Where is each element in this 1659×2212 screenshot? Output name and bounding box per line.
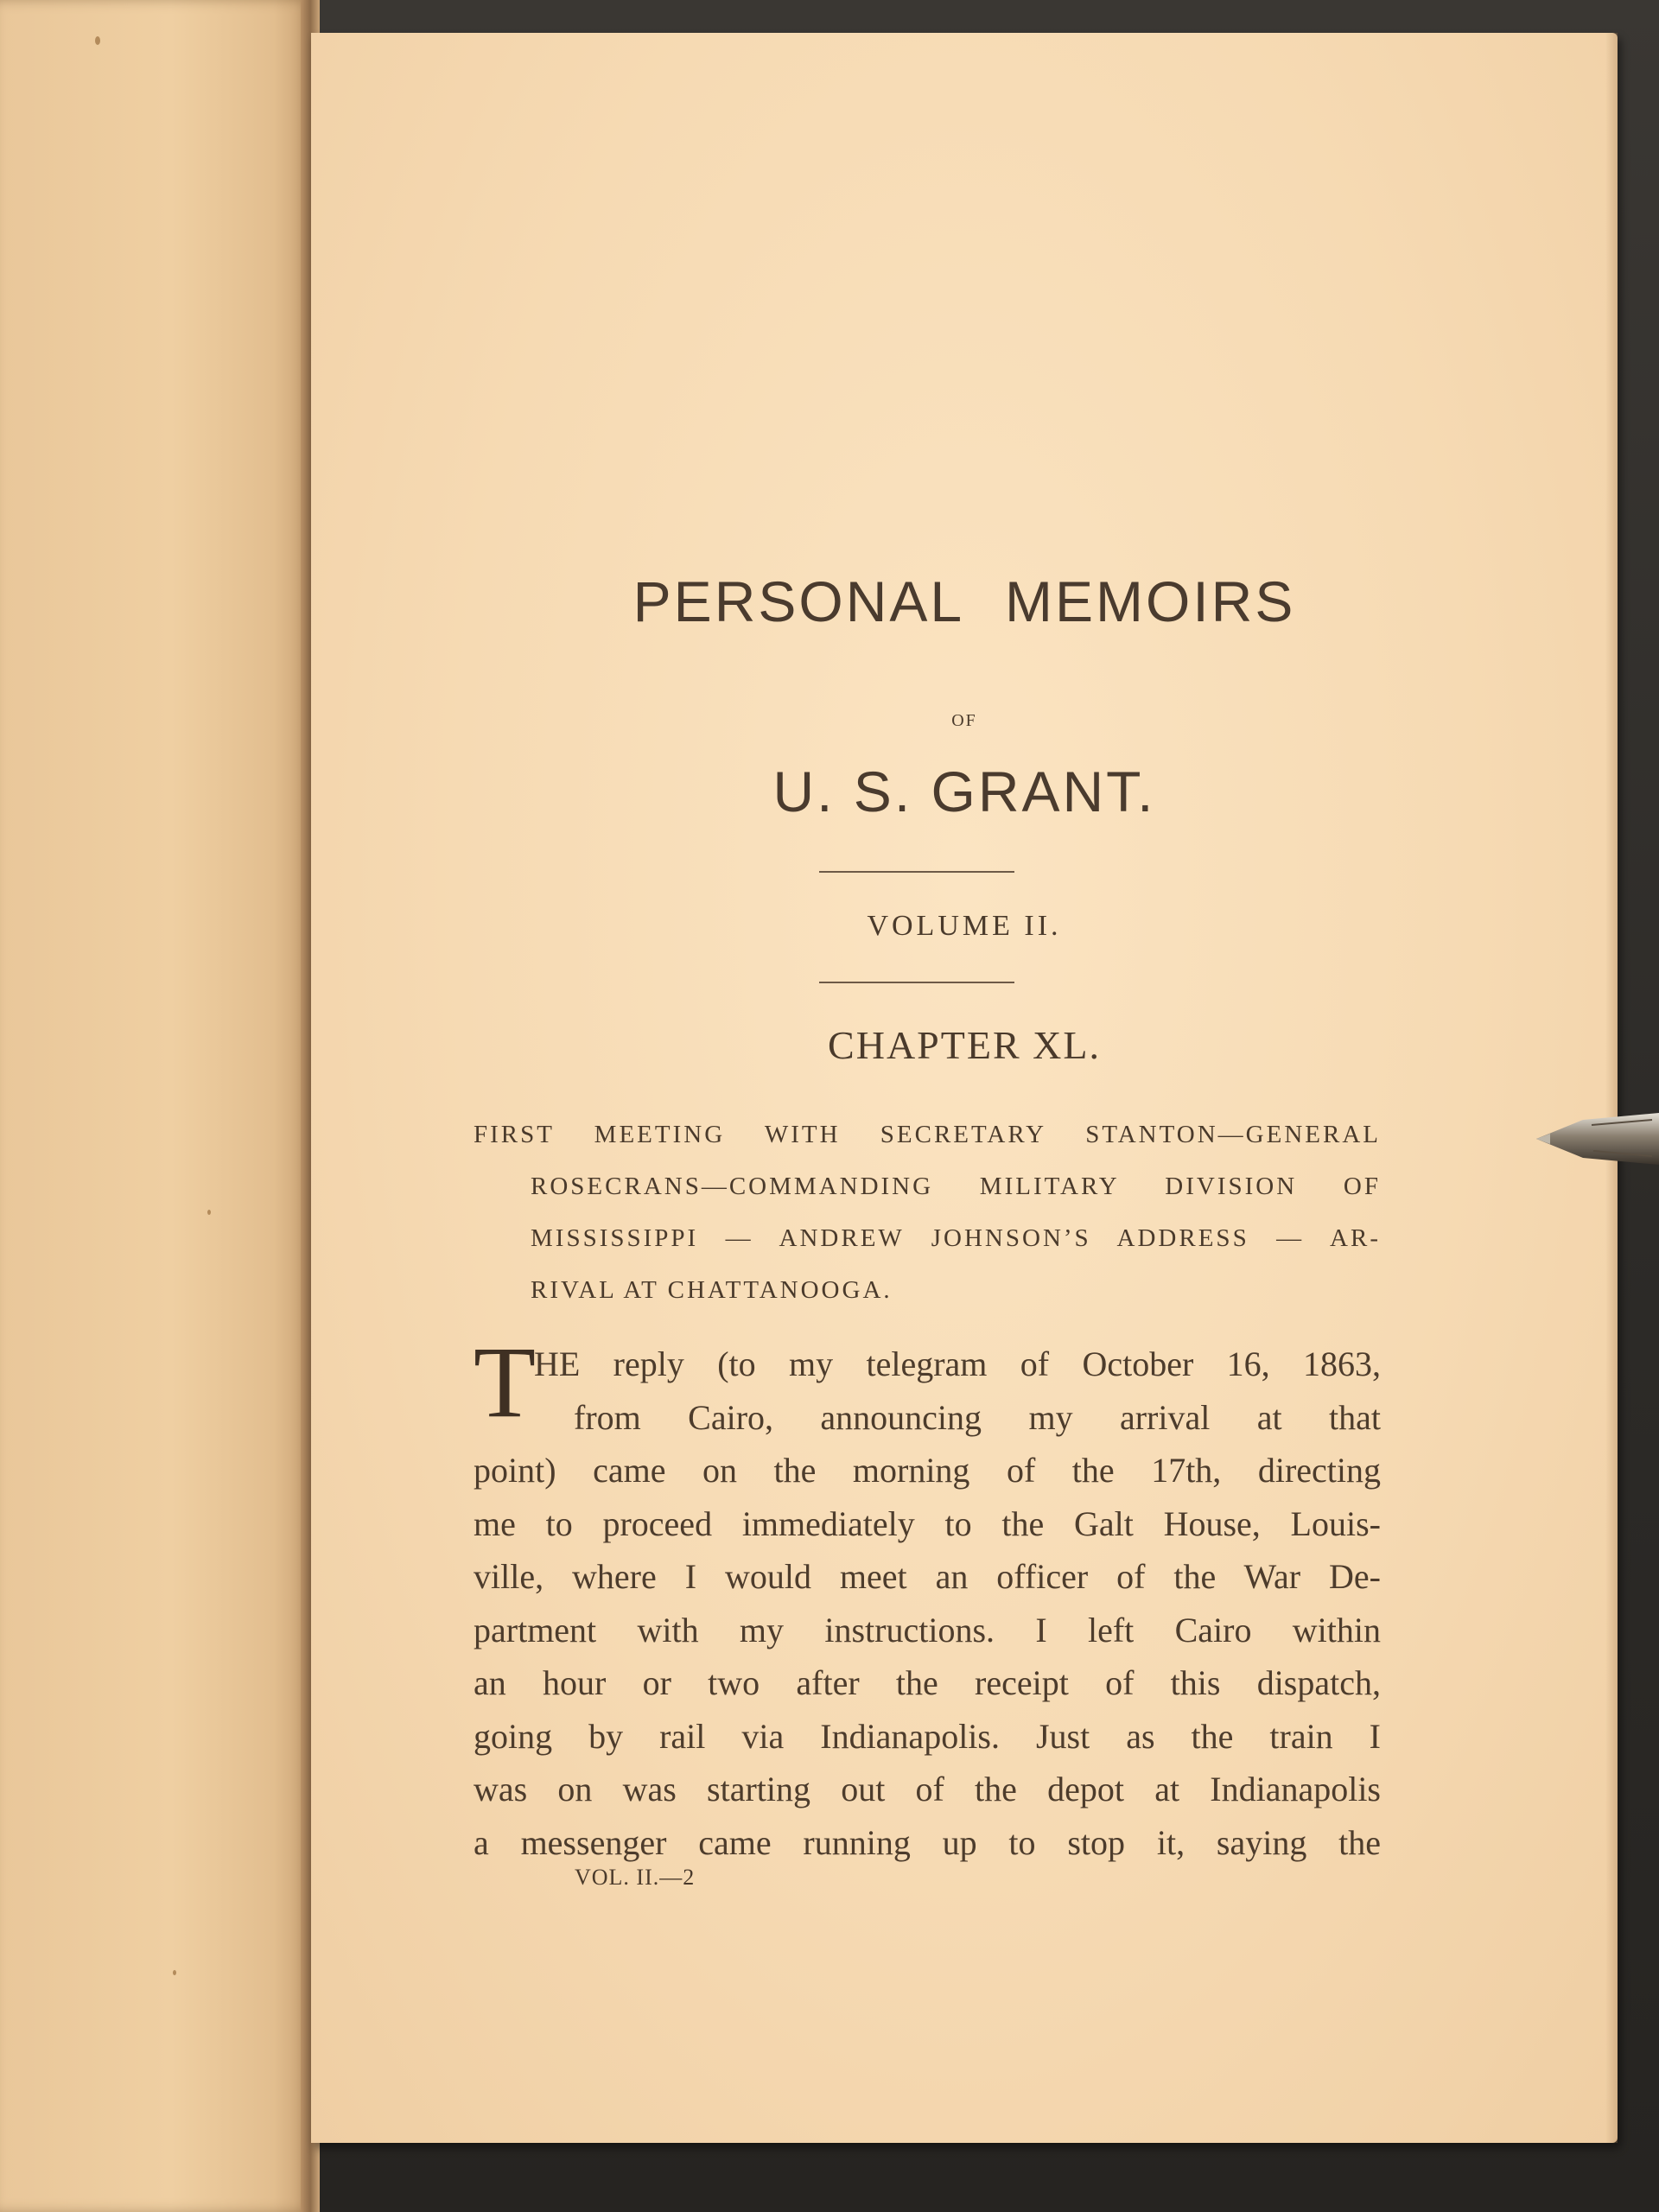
body-line: a messenger came running up to stop it, saying the bbox=[474, 1822, 1381, 1862]
body-line: HE reply (to my telegram of October 16, 1863, bbox=[534, 1344, 1381, 1383]
body-line: from Cairo, announcing my arrival at that bbox=[574, 1397, 1381, 1437]
synopsis-line: RIVAL AT CHATTANOOGA. bbox=[531, 1276, 893, 1304]
facing-left-page bbox=[0, 0, 311, 2212]
signature-mark: VOL. II.—2 bbox=[575, 1865, 696, 1890]
title-connector: OF bbox=[951, 711, 977, 730]
synopsis-line: ROSECRANS—COMMANDING MILITARY DIVISION OF bbox=[531, 1173, 1381, 1200]
pen-tip-icon bbox=[1531, 1108, 1659, 1170]
paper-fleck bbox=[207, 1210, 211, 1215]
paper-fleck bbox=[95, 36, 100, 45]
paper-fleck bbox=[173, 1970, 176, 1975]
body-line: partment with my instructions. I left Cairo within bbox=[474, 1610, 1381, 1649]
page-edge-shadow bbox=[1605, 33, 1618, 2143]
body-line: going by rail via Indianapolis. Just as the train I bbox=[474, 1716, 1381, 1756]
synopsis-line: FIRST MEETING WITH SECRETARY STANTON—GENERAL bbox=[474, 1121, 1381, 1148]
synopsis-line: MISSISSIPPI — ANDREW JOHNSON’S ADDRESS — AR- bbox=[531, 1224, 1381, 1252]
title-page bbox=[311, 33, 1618, 2143]
book-title: PERSONAL MEMOIRS bbox=[632, 569, 1296, 633]
chapter-heading: CHAPTER XL. bbox=[828, 1023, 1101, 1067]
body-line: point) came on the morning of the 17th, directing bbox=[474, 1451, 1381, 1490]
divider-rule-bottom bbox=[819, 982, 1014, 983]
author-name: U. S. GRANT. bbox=[772, 760, 1156, 823]
body-line: was on was starting out of the depot at Indianapolis bbox=[474, 1770, 1381, 1808]
chapter-body bbox=[474, 1325, 1381, 1869]
divider-rule-top bbox=[819, 871, 1014, 873]
chapter-synopsis bbox=[474, 1109, 1659, 1316]
drop-cap: T bbox=[474, 1325, 537, 1439]
body-line: me to proceed immediately to the Galt House, Louis- bbox=[474, 1503, 1381, 1543]
body-line: ville, where I would meet an officer of the War De- bbox=[474, 1557, 1381, 1596]
body-line: an hour or two after the receipt of this dispatch, bbox=[474, 1663, 1381, 1702]
volume-label: VOLUME II. bbox=[867, 910, 1062, 942]
